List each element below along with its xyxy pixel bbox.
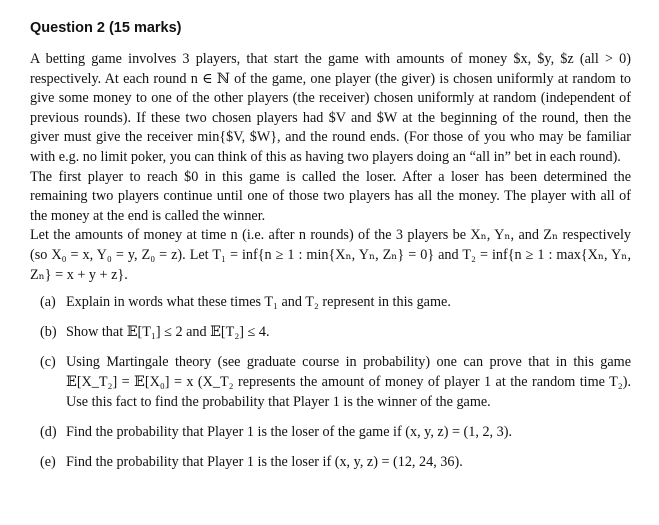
part-c: [30, 353, 631, 412]
part-label: (c): [40, 354, 56, 371]
parts-list: [30, 293, 631, 472]
part-e: [30, 453, 631, 473]
part-text: Explain in words what these times T₁ and T₂ represent in this game.: [66, 294, 451, 311]
part-label: (d): [40, 423, 57, 440]
part-text: Find the probability that Player 1 is the loser of the game if (x, y, z) = (1, 2, 3).: [66, 423, 513, 440]
part-a: [30, 293, 631, 313]
question-title: Question 2 (15 marks): [30, 20, 182, 36]
part-label: (a): [40, 294, 56, 311]
part-d: [30, 423, 631, 443]
intro-paragraph: A betting game involves 3 players, that start the game with amounts of money $x, $y, $z (all > 0) respectively. At each round n ∈ ℕ of the game, one player (the giver) is chosen uniformly at random to give some money to one of the other players (the receiver) chosen uniformly at random (independent of previous rounds). If these two chosen players had $V and $W at the beginning of the round, then the giver must give the receiver min{$V, $W}, and the round ends. (For those of you who may be familiar with e.g. no limit poker, you can think of this as having two players doing an “all in” bet in each round).: [30, 51, 631, 165]
loser-winner-paragraph: The first player to reach $0 in this game is called the loser. After a loser has been determined the remaining two players continue until one of those two players has all the money. The player with all of the money at the end is called the winner.: [30, 168, 631, 224]
part-text: Find the probability that Player 1 is the loser if (x, y, z) = (12, 24, 36).: [66, 453, 463, 470]
part-text: Show that 𝔼[T₁] ≤ 2 and 𝔼[T₂] ≤ 4.: [66, 324, 270, 341]
part-b: [30, 323, 631, 343]
definitions-paragraph: Let the amounts of money at time n (i.e. after n rounds) of the 3 players be Xₙ, Yₙ, and Zₙ respectively (so X₀ = x, Y₀ = y, Z₀ = z). Let T₁ = inf{n ≥ 1 : min{Xₙ, Yₙ, Zₙ} = 0} and T₂ = inf{n ≥ 1 : max{Xₙ, Yₙ, Zₙ} = x + y + z}.: [30, 227, 631, 283]
part-label: (e): [40, 453, 56, 470]
part-text: Using Martingale theory (see graduate course in probability) one can prove that in this game 𝔼[X_T₂] = 𝔼[X₀] = x (X_T₂ represents the amount of money of player 1 at the random time T₂). Use this fact to find the probability that Player 1 is the winner of the game.: [66, 354, 631, 410]
part-label: (b): [40, 324, 57, 341]
